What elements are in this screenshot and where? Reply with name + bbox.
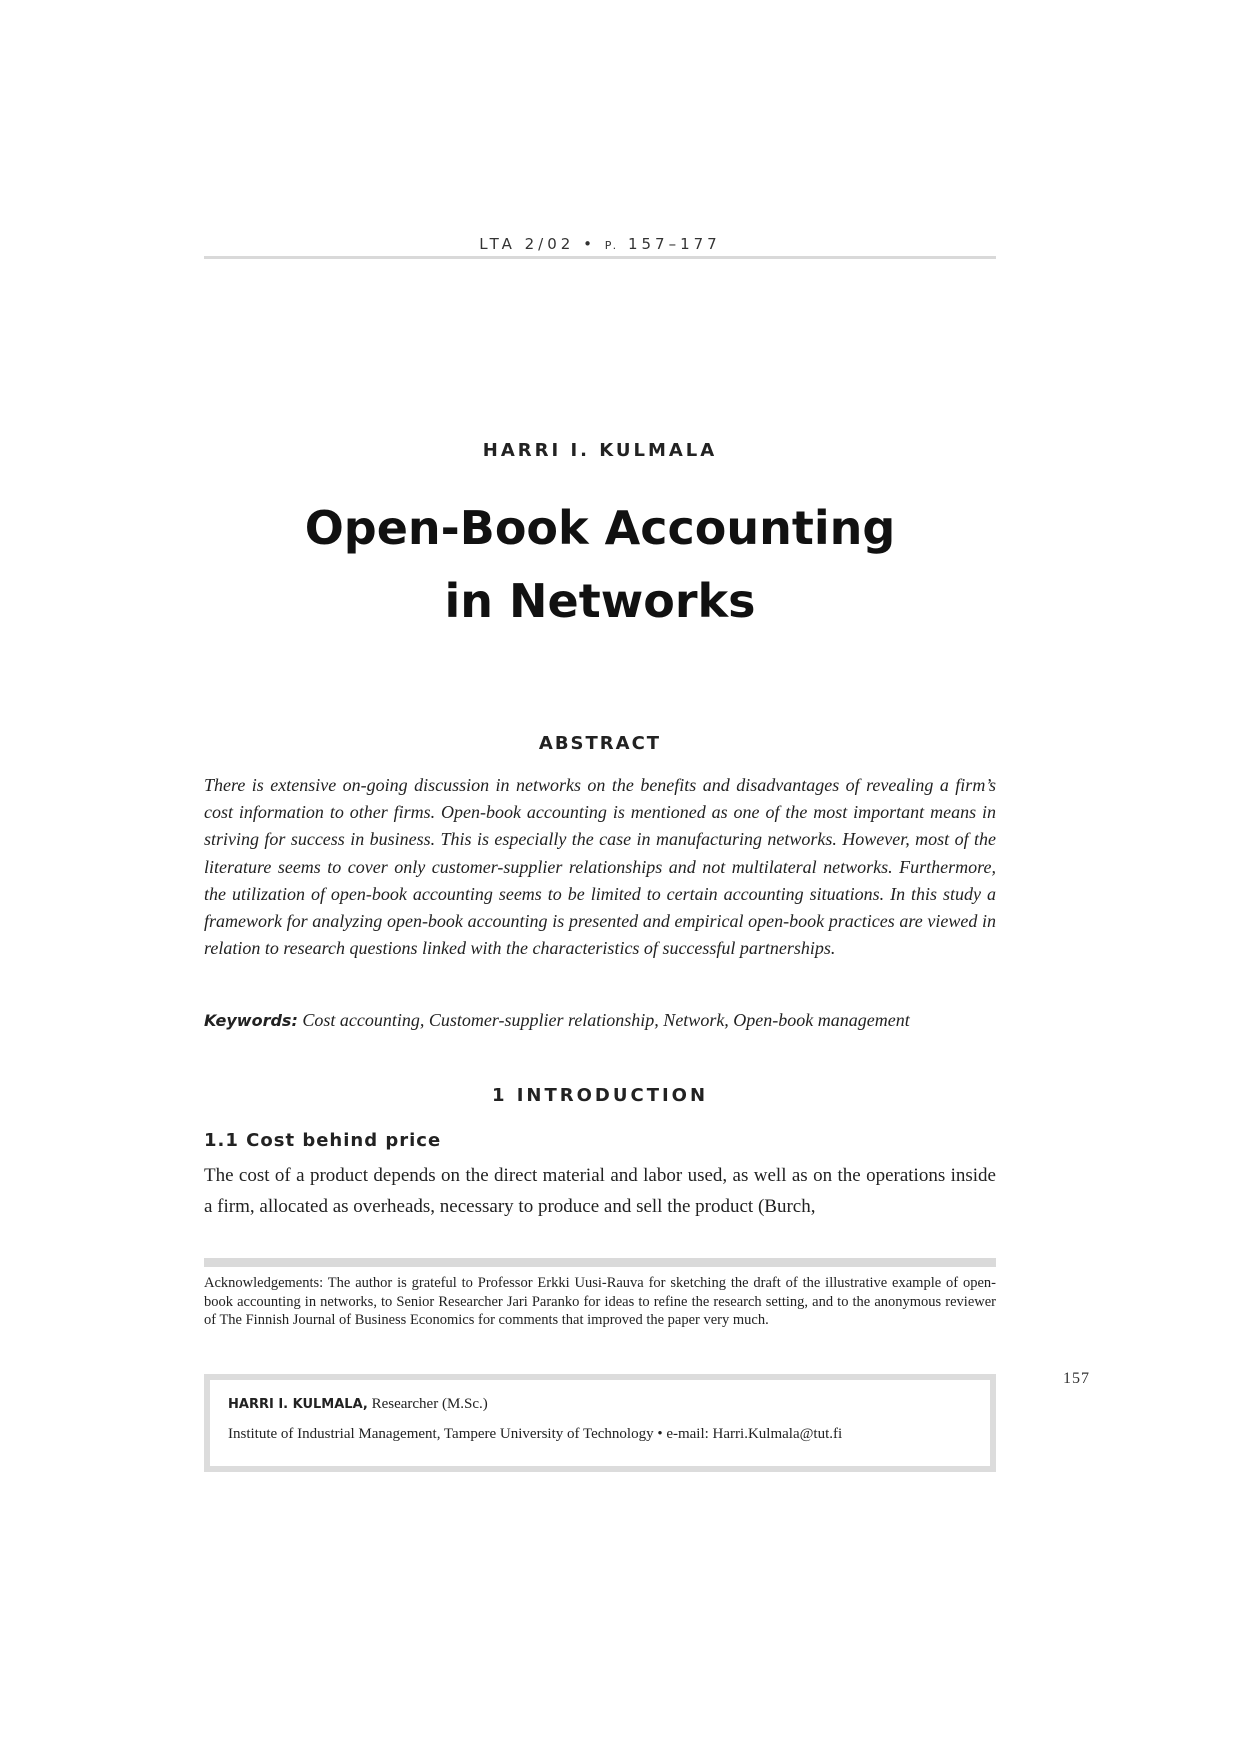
footnote-rule	[204, 1258, 996, 1267]
title-line-2: in Networks	[444, 574, 756, 628]
author-box-affiliation: Institute of Industrial Management, Tampere University of Technology • e-mail: Harri.Kulmala@tut.fi	[228, 1426, 843, 1442]
author-box-name: HARRI I. KULMALA,	[228, 1397, 368, 1412]
author-box-name-line	[228, 1396, 488, 1413]
pages-prefix: P.	[604, 239, 620, 252]
author-info-box	[204, 1374, 996, 1472]
acknowledgements: Acknowledgements: The author is grateful to Professor Erkki Uusi-Rauva for sketching the draft of the illustrative example of open-book accounting in networks, to Senior Researcher Jari Paranko for ideas to refine the research setting, and to the anonymous reviewer of The Finnish Journal of Business Economics for comments that improved the paper very much.	[204, 1275, 996, 1329]
page-range: 157–177	[627, 235, 721, 253]
abstract-text: There is extensive on-going discussion in networks on the benefits and disadvantages of revealing a firm’s cost information to other firms. Open-book accounting is mentioned as one of the most important means in striving for success in business. This is especially the case in manufacturing networks. However, most of the literature seems to cover only customer-supplier relationships and not multilateral networks. Furthermore, the utilization of open-book accounting seems to be limited to certain accounting situations. In this study a framework for analyzing open-book accounting is presented and empirical open-book practices are viewed in relation to research questions linked with the characteristics of successful partnerships.	[204, 775, 996, 959]
keywords-label: Keywords:	[204, 1011, 298, 1030]
abstract-heading: ABSTRACT	[538, 733, 662, 754]
keywords-text: Cost accounting, Customer-supplier relationship, Network, Open-book management	[302, 1010, 910, 1030]
keywords	[204, 1007, 996, 1034]
author-name: HARRI I. KULMALA	[482, 440, 718, 461]
paper-title	[204, 492, 996, 638]
header-bullet: •	[583, 235, 596, 253]
page-number: 157	[1063, 1370, 1090, 1387]
running-header	[204, 235, 996, 253]
author-box-role: Researcher (M.Sc.)	[371, 1396, 488, 1412]
title-line-1: Open-Book Accounting	[304, 501, 896, 555]
section-heading: 1 INTRODUCTION	[491, 1085, 709, 1106]
journal-issue: LTA 2/02	[479, 235, 575, 253]
body-paragraph: The cost of a product depends on the direct material and labor used, as well as on the operations inside a firm, allocated as overheads, necessary to produce and sell the product (Burch,	[204, 1165, 996, 1217]
header-rule	[204, 256, 996, 259]
subsection-heading: 1.1 Cost behind price	[204, 1130, 442, 1151]
